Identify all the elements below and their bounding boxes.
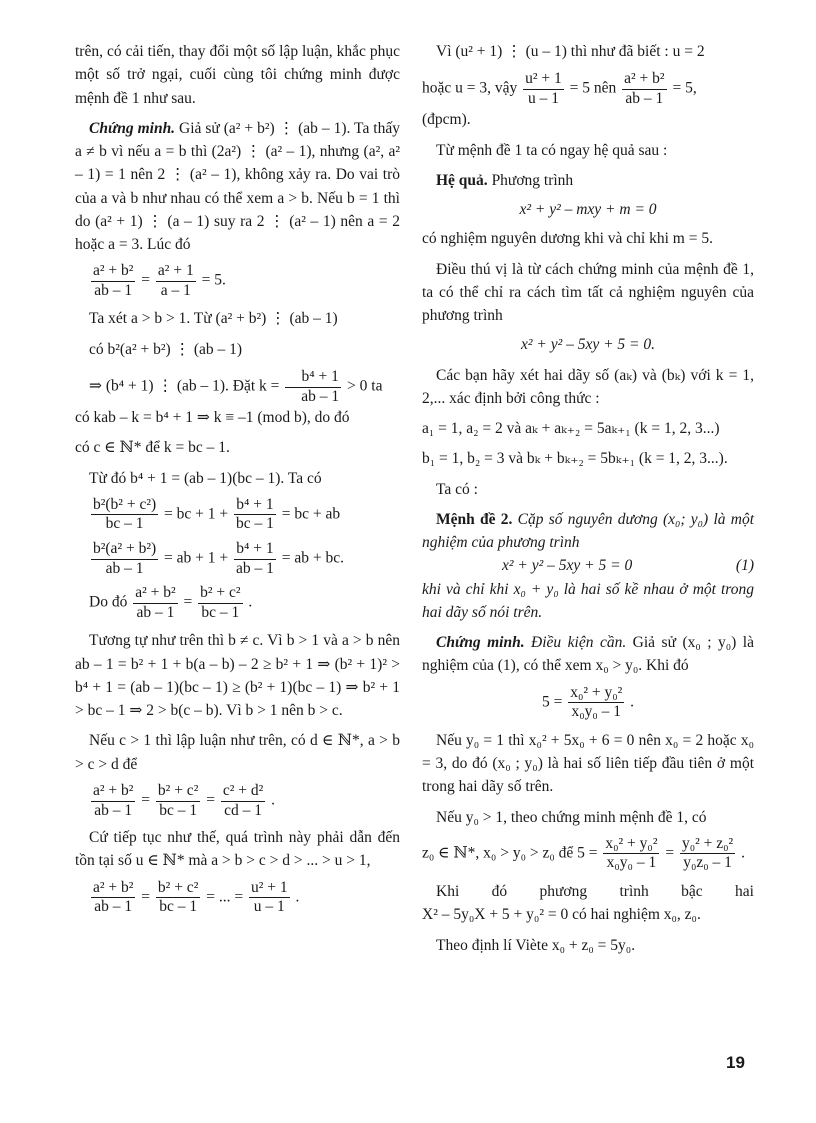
operator: = 5 nên [569, 79, 617, 97]
proof-2-condition: Điều kiện cần. [524, 634, 627, 652]
equation-corollary: x² + y² – mxy + m = 0 [519, 201, 657, 219]
proposition-2 [422, 508, 754, 555]
proof-label: Chứng minh. [89, 119, 176, 137]
quadratic-intro [422, 880, 754, 903]
fraction [156, 262, 196, 300]
numerator: b²(a² + b²) [91, 540, 158, 560]
equation-1 [75, 262, 400, 300]
equation-1-text: x² + y² – 5xy + 5 = 0 [502, 557, 633, 575]
equation-tail: . [248, 593, 253, 611]
numerator: b²(b² + c²) [91, 496, 158, 516]
corollary-intro: Từ mệnh đề 1 ta có ngay hệ quả sau : [436, 141, 668, 159]
numerator: a² + b² [91, 879, 135, 899]
denominator: bc – 1 [159, 898, 198, 916]
denominator: a – 1 [160, 281, 191, 299]
proof-text: Giả sử (a² + b²) ⋮ (ab – 1). Ta thấy a ≠ b vì nếu a = b thì (2a²) ⋮ (a² – 1), nhưng (a², a² – 1) = 1 nên 2 ⋮ (a² – 1), không xảy ra. Do vai trò của a và b như nhau có thể xem a > b. Nếu b = 1 thì do (a² + 1) ⋮ (a – 1) suy ra 2 ⋮ (a² – 1) nên a = 2 hoặc a = 3. Lúc đó [75, 119, 400, 253]
equation-lead: z₀ ∈ ℕ*, x₀ > y₀ > z₀ để 5 = [422, 844, 598, 862]
proof-2-text: Giả sử (x₀ ; y₀) là nghiệm của (1), có thể xem x₀ > y₀. Khi đó [422, 634, 754, 675]
denominator: ab – 1 [236, 559, 274, 577]
line-f: Từ đó b⁴ + 1 = (ab – 1)(bc – 1). Ta có [89, 469, 322, 487]
numerator: b⁴ + 1 [285, 368, 341, 388]
denominator: ab – 1 [94, 801, 133, 819]
line-1: Vì (u² + 1) ⋮ (u – 1) thì như đã biết : u = 2 [436, 43, 705, 60]
fraction [156, 879, 200, 917]
corollary [422, 169, 754, 192]
denominator: y₀z₀ – 1 [683, 854, 732, 872]
word: hai [735, 883, 754, 901]
fraction [91, 496, 158, 534]
operator: = [141, 271, 151, 289]
para-y-equals-1: Nếu y₀ = 1 thì x₀² + 5x₀ + 6 = 0 nên x₀ = 2 hoặc x₀ = 3, do đó (x₀ ; y₀) là hai số liên tiếp đầu tiên ở một trong hai dãy số trên. [422, 731, 754, 796]
word: trình [619, 883, 649, 901]
denominator: ab – 1 [105, 559, 144, 577]
equation-3 [75, 540, 400, 578]
fraction [91, 782, 135, 820]
fraction [156, 782, 200, 820]
numerator: a² + b² [91, 782, 135, 802]
denominator: ab – 1 [136, 603, 175, 621]
fraction [198, 584, 242, 622]
operator: = [141, 791, 151, 809]
left-column [75, 40, 400, 923]
operator: = [141, 888, 151, 906]
numerator: u² + 1 [523, 70, 564, 90]
denominator: ab – 1 [94, 281, 133, 299]
fraction [91, 540, 158, 578]
para-sequences: Các bạn hãy xét hai dãy số (aₖ) và (bₖ) với k = 1, 2,... xác định bởi công thức : [422, 366, 754, 407]
para-similar: Tương tự như trên thì b ≠ c. Vì b > 1 và a > b nên ab – 1 = b² + 1 + b(a – b) – 2 ≥ b² + 1 ⇒ (b² + 1)² > b⁴ + 1 = (ab – 1)(bc – 1) ≥ (b² + 1)(bc – 1) ⇒ b² + 1 > bc – 1 ⇒ 2 > b(c – b). Vì b > 1 nên b > c. [75, 632, 400, 720]
equation-tail: . [295, 888, 300, 906]
denominator: bc – 1 [105, 515, 144, 533]
sequence-b: b₁ = 1, b₂ = 3 và bₖ + bₖ₊₂ = 5bₖ₊₁ (k = 1, 2, 3...). [422, 450, 728, 468]
operator: = ... = [206, 888, 244, 906]
equation-tail: = ab + bc. [281, 549, 345, 567]
denominator: x₀y₀ – 1 [571, 703, 622, 721]
corollary-result: có nghiệm nguyên dương khi và chỉ khi m = 5. [422, 230, 713, 248]
line-2-start: hoặc u = 3, vậy [422, 79, 518, 97]
sequence-a: a₁ = 1, a₂ = 2 và aₖ + aₖ₊₂ = 5aₖ₊₁ (k = 1, 2, 3...) [422, 420, 720, 438]
fraction [568, 684, 624, 722]
numerator: b² + c² [156, 879, 200, 899]
operator: = [206, 791, 215, 809]
fraction [285, 368, 341, 406]
denominator: ab – 1 [94, 898, 133, 916]
denominator: bc – 1 [236, 515, 274, 533]
page-number: 19 [726, 1053, 745, 1072]
corollary-label: Hệ quả. [436, 171, 488, 189]
equation-tail: . [630, 693, 635, 711]
denominator: ab – 1 [301, 387, 340, 405]
equation-6 [75, 879, 400, 917]
right-column [422, 40, 754, 957]
para-interest: Điều thú vị là từ cách chứng minh của mệnh đề 1, ta có thể chỉ ra cách tìm tất cả nghiệm nguyên của phương trình [422, 260, 754, 325]
proposition-2-condition: khi và chỉ khi x₀ + y₀ là hai số kề nhau ở một trong hai dãy số nói trên. [422, 580, 754, 621]
line-c [75, 368, 400, 406]
equation-2 [75, 496, 400, 534]
line-c-start: ⇒ (b⁴ + 1) ⋮ (ab – 1). Đặt k = [89, 377, 280, 395]
denominator: bc – 1 [159, 801, 198, 819]
numerator: x₀² + y₀² [568, 684, 624, 704]
line-a: Ta xét a > b > 1. Từ (a² + b²) ⋮ (ab – 1) [89, 310, 338, 328]
proof-2-label: Chứng minh. [436, 634, 525, 652]
fraction [91, 879, 135, 917]
numerator: a² + b² [133, 584, 177, 604]
proof-2 [422, 631, 754, 678]
line-2-end: = 5, [672, 79, 697, 97]
word: bậc [681, 883, 703, 901]
denominator: bc – 1 [201, 603, 240, 621]
fraction [234, 496, 276, 534]
equation-proposition-2 [422, 554, 754, 577]
fraction [249, 879, 290, 917]
proof-paragraph [75, 117, 400, 257]
numerator: b² + c² [198, 584, 242, 604]
equation-main: x² + y² – 5xy + 5 = 0. [520, 336, 656, 354]
numerator: a² + b² [91, 262, 135, 282]
word: phương [539, 883, 588, 901]
equation-lead: 5 = [541, 693, 563, 711]
word: đó [491, 883, 508, 901]
quadratic-equation: X² – 5y₀X + 5 + y₀² = 0 có hai nghiệm x₀, z₀. [422, 906, 701, 924]
line-c-end: > 0 ta [347, 377, 383, 395]
numerator: a² + b² [622, 70, 666, 90]
equation-lead: Do đó [89, 593, 128, 611]
equation-r1 [422, 684, 754, 722]
equation-number: (1) [735, 557, 754, 575]
fraction [234, 540, 276, 578]
equation-tail: . [741, 844, 745, 862]
fraction [680, 835, 735, 873]
line-e: có c ∈ ℕ* để k = bc – 1. [75, 439, 230, 457]
equation-tail: = 5. [201, 271, 226, 289]
numerator: c² + d² [221, 782, 265, 802]
fraction [133, 584, 177, 622]
equation-tail: . [271, 791, 276, 809]
numerator: y₀² + z₀² [680, 835, 735, 855]
numerator: x₀² + y₀² [603, 835, 659, 855]
fraction [221, 782, 265, 820]
para-continue: Cứ tiếp tục như thế, quá trình này phải dẫn đến tồn tại số u ∈ ℕ* mà a > b > c > d > ... > u > 1, [75, 829, 400, 870]
operator: = [665, 844, 675, 862]
numerator: b⁴ + 1 [234, 540, 276, 560]
viete: Theo định lí Viète x₀ + z₀ = 5y₀. [436, 936, 636, 954]
equation-r2 [422, 835, 754, 873]
corollary-text: Phương trình [487, 171, 574, 189]
dpcm: (đpcm). [422, 111, 471, 129]
denominator: u – 1 [253, 898, 285, 916]
operator: = [183, 593, 193, 611]
fraction [622, 70, 666, 108]
operator: = ab + 1 + [164, 549, 229, 567]
denominator: ab – 1 [625, 89, 664, 107]
line-b: có b²(a² + b²) ⋮ (ab – 1) [89, 340, 243, 358]
para-y-gt-1: Nếu y₀ > 1, theo chứng minh mệnh đề 1, có [436, 808, 707, 826]
proposition-2-label: Mệnh đề 2. [436, 510, 513, 528]
ta-co: Ta có : [436, 480, 478, 498]
equation-5 [75, 782, 400, 820]
numerator: u² + 1 [249, 879, 290, 899]
fraction [91, 262, 135, 300]
numerator: a² + 1 [156, 262, 196, 282]
denominator: u – 1 [527, 89, 559, 107]
equation-tail: = bc + ab [281, 505, 341, 523]
line-d: có kab – k = b⁴ + 1 ⇒ k ≡ –1 (mod b), do đó [75, 409, 350, 427]
denominator: x₀y₀ – 1 [606, 854, 657, 872]
numerator: b² + c² [156, 782, 200, 802]
fraction [603, 835, 659, 873]
intro-paragraph: trên, có cải tiến, thay đổi một số lập luận, khắc phục một số trở ngại, cuối cùng tôi chứng minh được mệnh đề 1 như sau. [75, 43, 400, 107]
operator: = bc + 1 + [164, 505, 229, 523]
line-2 [422, 70, 754, 108]
para-if: Nếu c > 1 thì lập luận như trên, có d ∈ ℕ*, a > b > c > d để [75, 732, 400, 773]
proposition-2-text: Cặp số nguyên dương (x₀; y₀) là một nghiệm của phương trình [422, 510, 755, 552]
equation-4 [75, 584, 400, 622]
denominator: cd – 1 [224, 801, 262, 819]
word: Khi [436, 883, 460, 901]
fraction [523, 70, 564, 108]
numerator: b⁴ + 1 [234, 496, 276, 516]
